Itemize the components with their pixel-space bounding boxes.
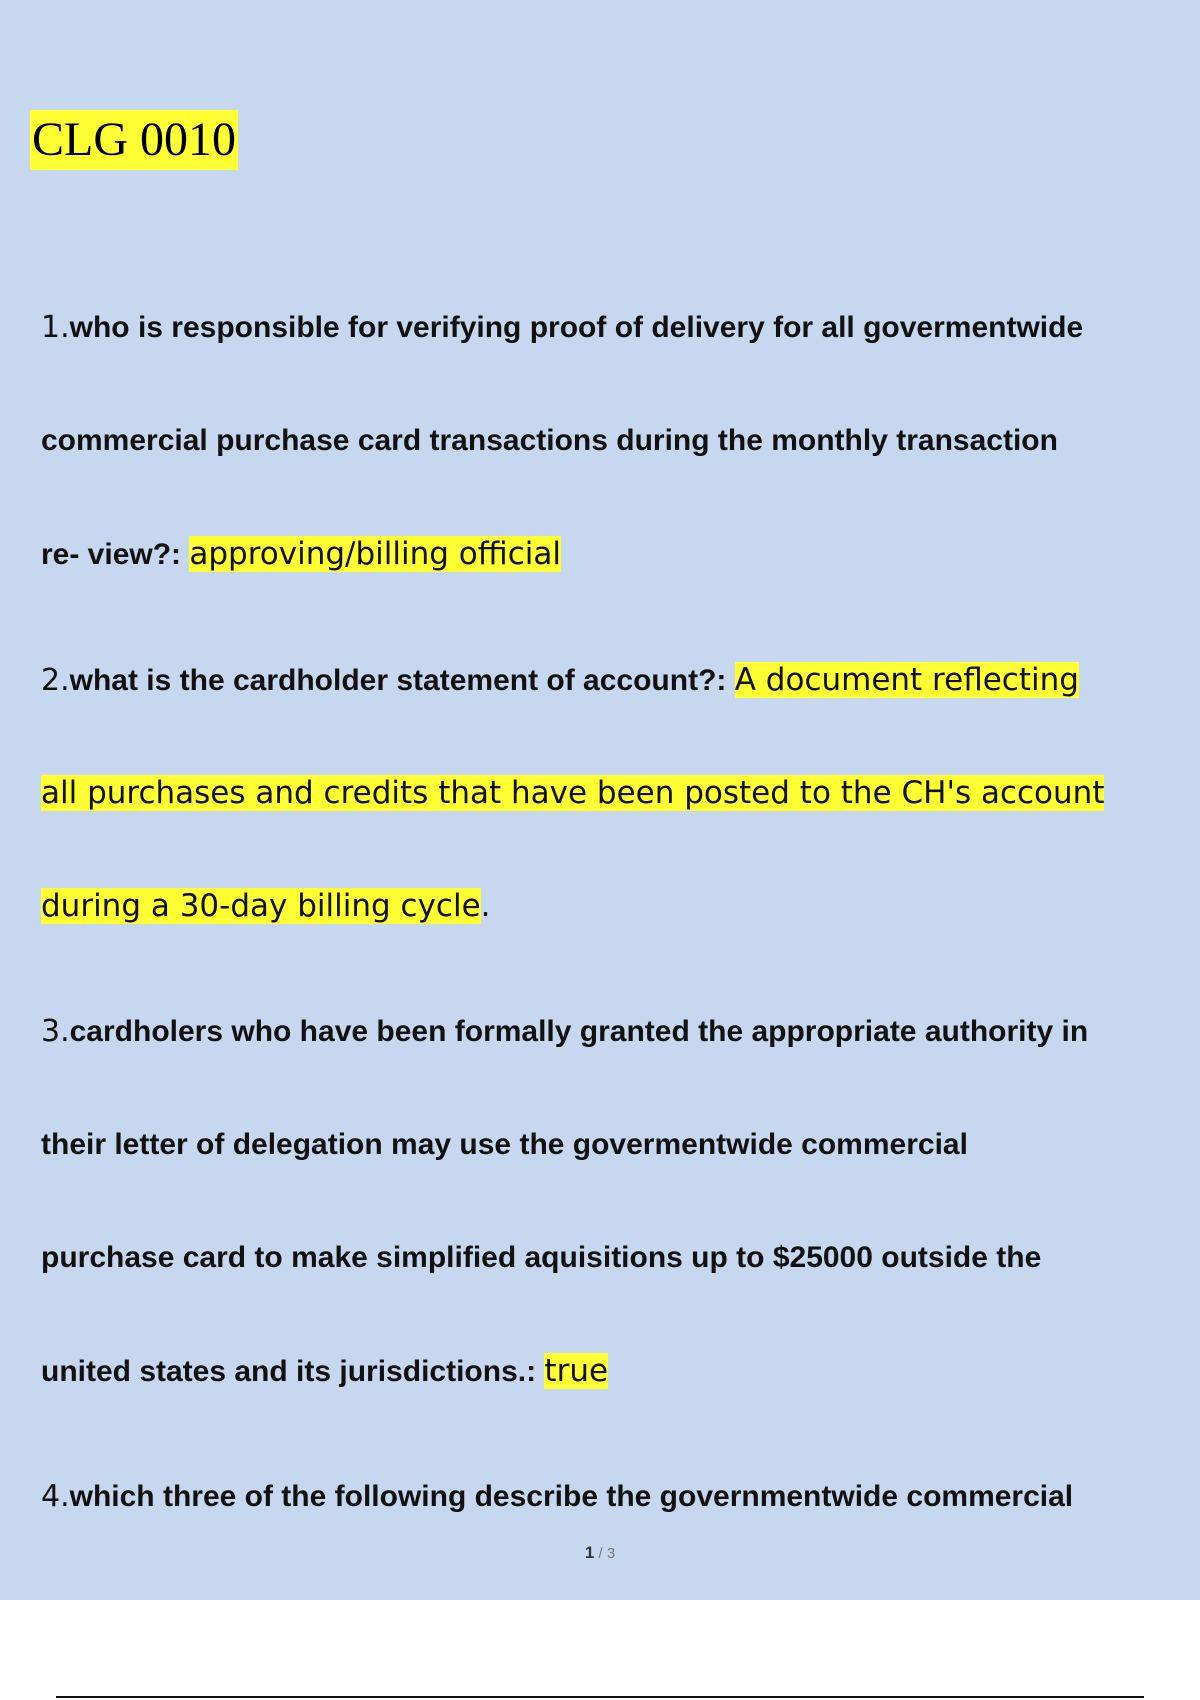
document-title: CLG 0010 [30, 110, 238, 170]
answer-highlight: all purchases and credits that have been posted to the CH's account [41, 775, 1105, 811]
question-text: what is the cardholder statement of account?: [69, 664, 735, 697]
question-text: which three of the following describe the governmentwide commercial [69, 1480, 1074, 1513]
line [41, 524, 1181, 637]
item-number: 2. [41, 663, 70, 698]
item-number: 4. [41, 1479, 70, 1514]
spacer [41, 637, 1181, 650]
line [41, 1467, 1181, 1580]
answer-highlight: A document reflecting [734, 662, 1079, 698]
page-counter [0, 1543, 1200, 1563]
question-text: cardholers who have been formally granted the appropriate authority in [69, 1015, 1089, 1048]
page-current: 1 [584, 1543, 595, 1562]
spacer [41, 989, 1181, 1002]
answer-highlight: true [544, 1353, 609, 1389]
question-text: commercial purchase card transactions during the monthly transaction [41, 424, 1058, 457]
item-number: 3. [41, 1014, 70, 1049]
line [41, 1115, 1181, 1228]
page-separator: / [594, 1545, 607, 1562]
question-text: united states and its jurisdictions.: [41, 1355, 545, 1388]
answer-highlight: approving/billing official [189, 536, 561, 572]
page-total: 3 [606, 1545, 616, 1562]
line [41, 1228, 1181, 1341]
spacer [41, 1454, 1181, 1467]
question-item-3 [41, 1002, 1181, 1454]
question-text: re- view?: [41, 538, 190, 571]
line [41, 763, 1181, 876]
question-item-4 [41, 1467, 1181, 1580]
answer-highlight: during a 30-day billing cycle [41, 888, 481, 924]
question-text: their letter of delegation may use the govermentwide commercial [41, 1128, 968, 1161]
line [41, 411, 1181, 524]
line [41, 1341, 1181, 1454]
question-list [41, 298, 1181, 1580]
line [41, 298, 1181, 411]
item-number: 1. [41, 310, 70, 345]
title-wrap [30, 110, 238, 170]
question-item-2 [41, 650, 1181, 989]
line [41, 1002, 1181, 1115]
question-text: purchase card to make simplified aquisitions up to $25000 outside the [41, 1241, 1042, 1274]
line [41, 650, 1181, 763]
question-text: who is responsible for verifying proof of delivery for all govermentwide [69, 311, 1084, 344]
line [41, 876, 1181, 989]
question-item-1 [41, 298, 1181, 637]
trailing-period: . [480, 888, 491, 924]
bottom-divider [56, 1696, 1144, 1698]
